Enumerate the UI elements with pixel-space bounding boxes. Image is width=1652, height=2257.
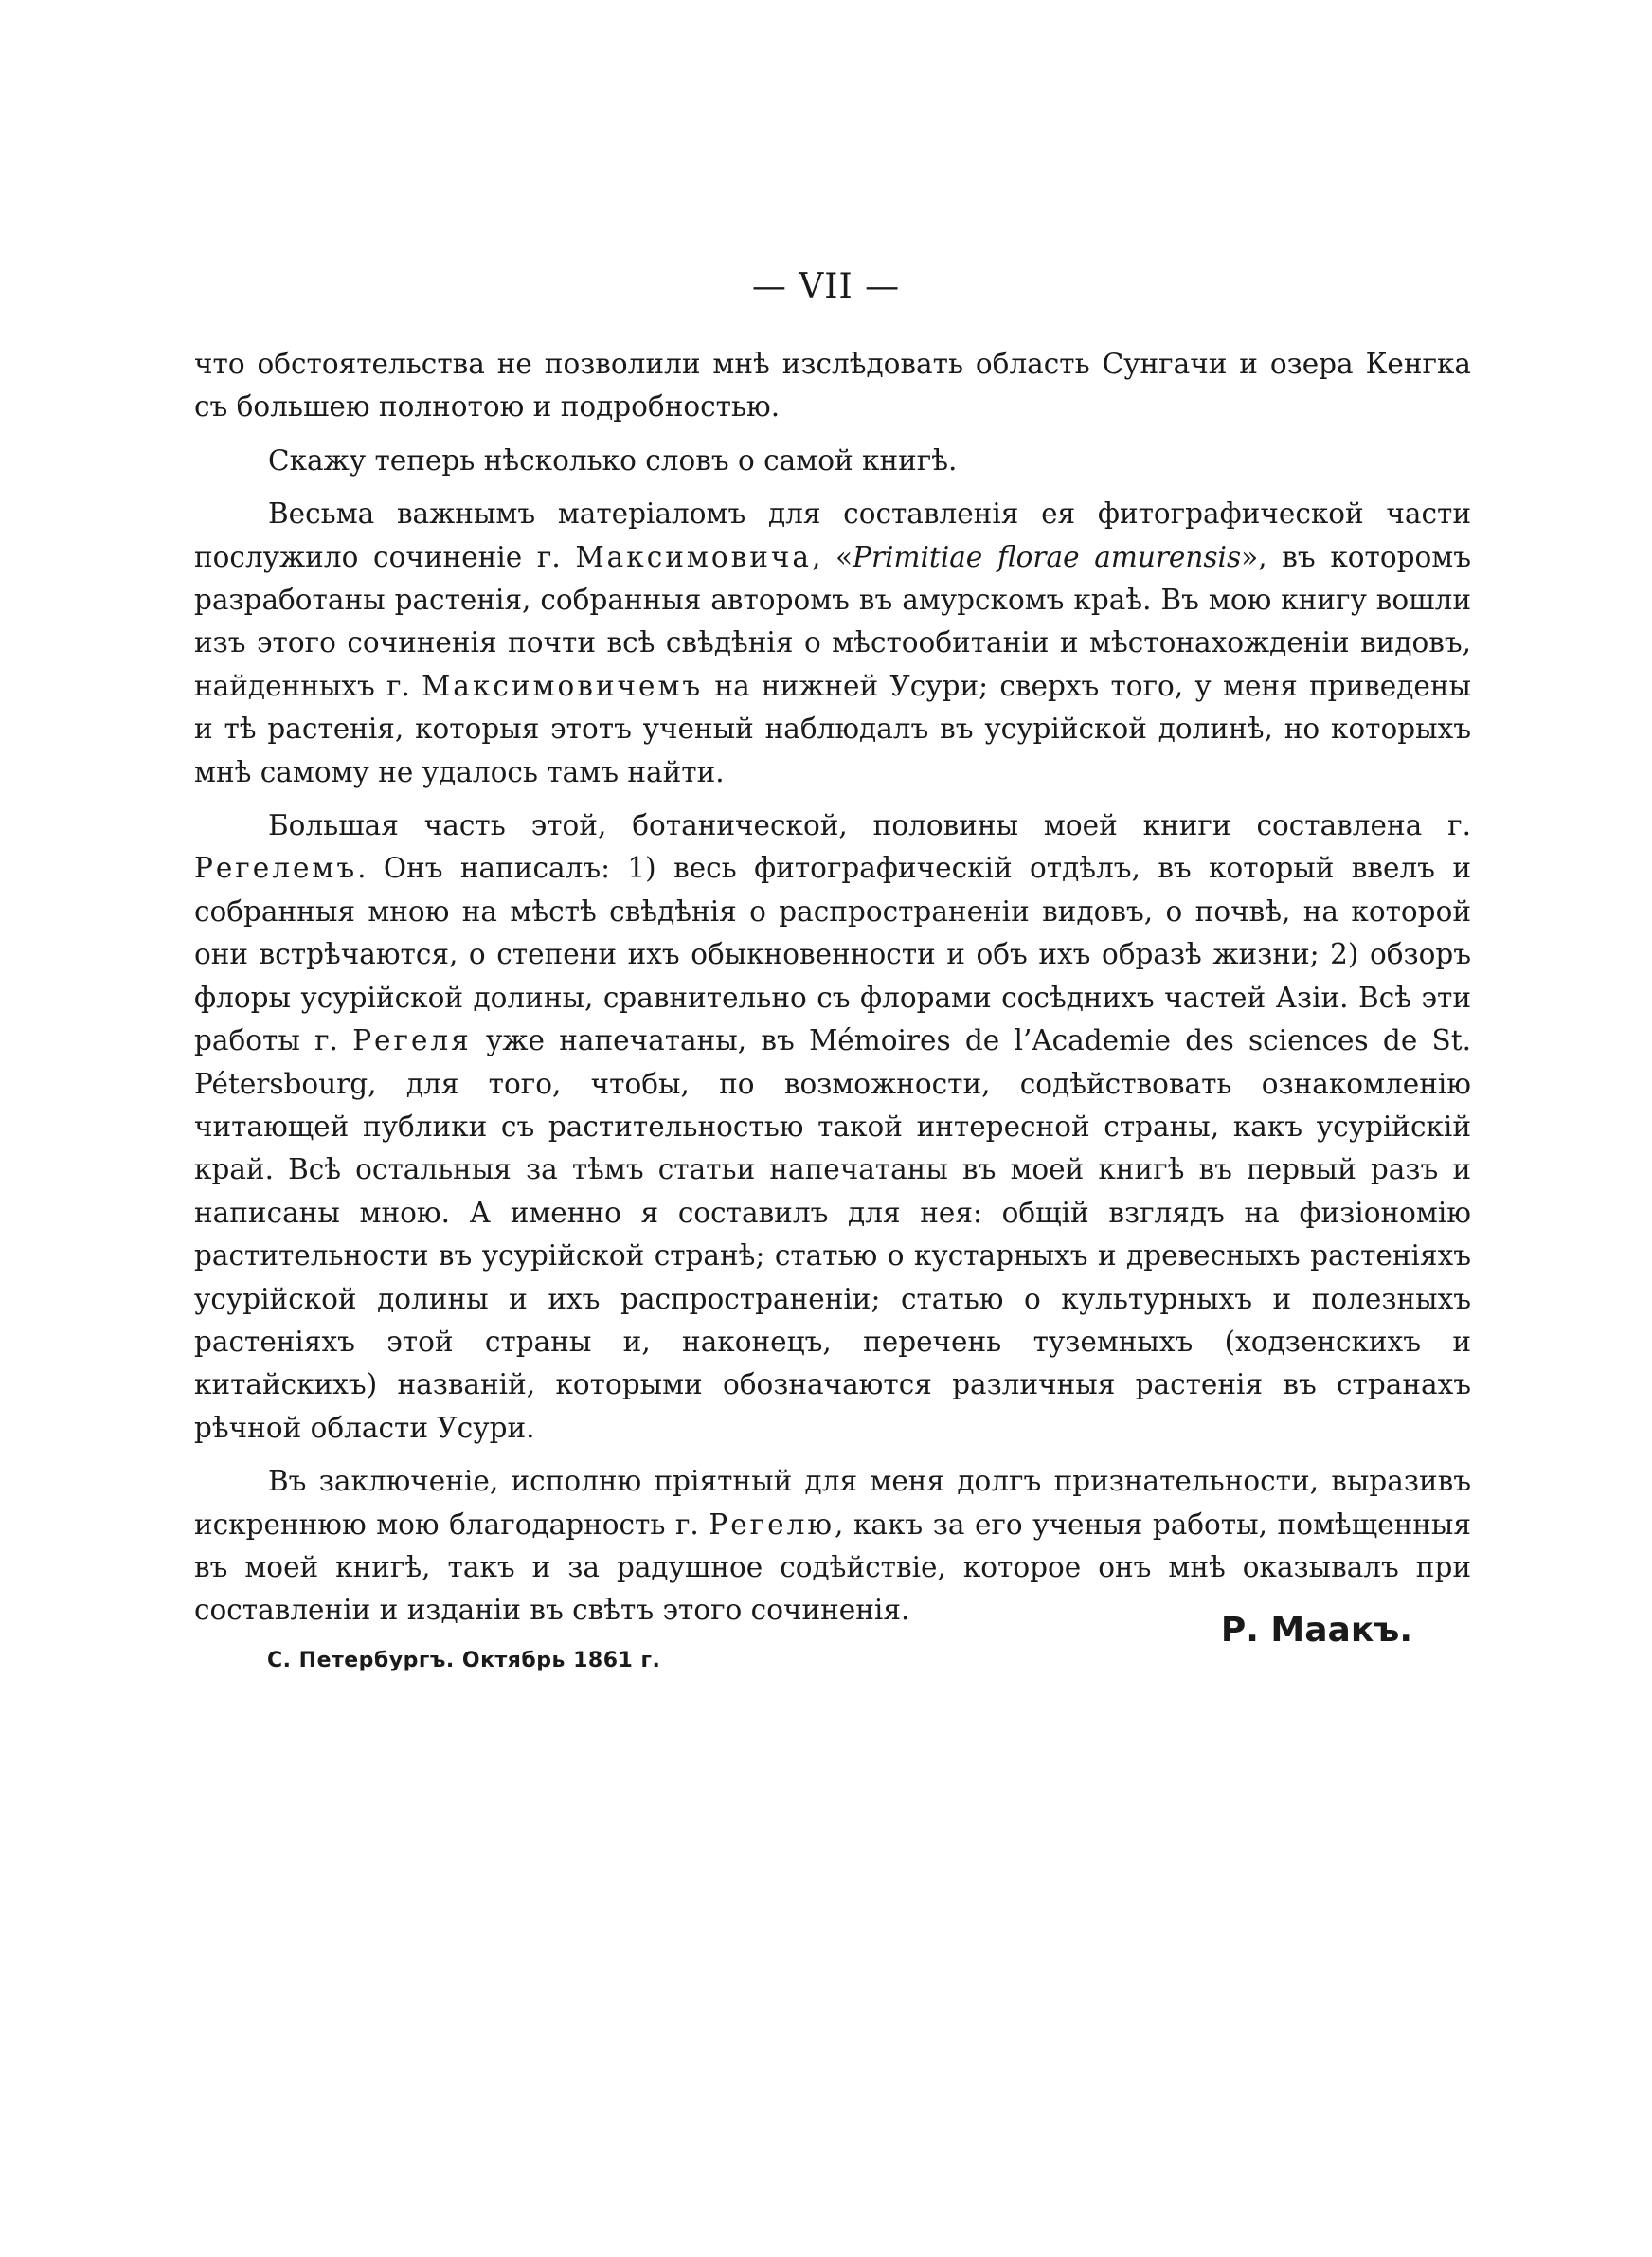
paragraph-5-text-a: Въ заключеніе, исполню пріятный для меня долгъ признательности, выразивъ искреннюю мою благодарность г. xyxy=(194,1465,1471,1541)
paragraph-3 xyxy=(194,493,1471,794)
paragraph-3-text-c: », въ которомъ разработаны растенія, собранныя авторомъ въ амурскомъ краѣ. Въ мою книгу вошли изъ этого сочиненія почти всѣ свѣдѣнія о мѣстообитаніи и мѣстонахожденіи видовъ, найденныхъ г. xyxy=(194,540,1471,702)
paragraph-4-text-c: уже напечатаны, въ Mémoires de l’Academie des sciences de St. Pétersbourg, для того, чтобы, по возможности, содѣйствовать ознакомленію читающей публики съ растительностью такой интересной страны, какъ усурійскій край. Всѣ остальныя за тѣмъ статьи напечатаны въ моей книгѣ въ первый разъ и написаны мною. А именно я составилъ для нея: общій взглядъ на физіономію растительности въ усурійской странѣ; статью о кустарныхъ и древесныхъ растеніяхъ усурійской долины и ихъ распространеніи; статью о культурныхъ и полезныхъ растеніяхъ этой страны и, наконецъ, перечень туземныхъ (ходзенскихъ и китайскихъ) названій, которыми обозначаются различныя растенія въ странахъ рѣчной области Усури. xyxy=(194,1024,1471,1444)
paragraph-2-text: Скажу теперь нѣсколько словъ о самой книгѣ. xyxy=(268,443,958,477)
paragraph-4 xyxy=(194,804,1471,1450)
author-name-regel-2: Регеля xyxy=(352,1024,472,1057)
paragraph-1 xyxy=(194,343,1471,429)
paragraph-4-text-a: Большая часть этой, ботанической, половины моей книги составлена г. xyxy=(268,809,1471,842)
author-signature: Р. Маакъ. xyxy=(1220,1611,1412,1650)
author-name-maximovich-2: Максимовичемъ xyxy=(422,669,704,702)
paragraph-5 xyxy=(194,1460,1471,1633)
latin-book-title: Primitiae florae amurensis xyxy=(853,540,1242,573)
paragraph-2 xyxy=(194,440,1471,482)
paragraph-1-text: что обстоятельства не позволили мнѣ изслѣдовать область Сунгачи и озера Кенгка съ большею полнотою и подробностью. xyxy=(194,348,1471,424)
author-name-regel-3: Регелю xyxy=(709,1508,835,1541)
paragraph-4-text-b: . Онъ написалъ: 1) весь фитографическій отдѣлъ, въ который ввелъ и собранныя мною на мѣстѣ свѣдѣнія о распространеніи видовъ, о почвѣ, на которой они встрѣчаются, о степени ихъ обыкновенности и объ ихъ образѣ жизни; 2) обзоръ флоры усурійской долины, сравнительно съ флорами сосѣднихъ частей Азіи. Всѣ эти работы г. xyxy=(194,852,1471,1057)
paragraph-3-text-a: Весьма важнымъ матеріаломъ для составленія ея фитографической части послужило сочиненіе г. xyxy=(194,497,1471,573)
author-name-regel: Регелемъ xyxy=(194,852,358,885)
author-name-maximovich: Максимовича xyxy=(575,540,812,573)
body-text xyxy=(194,343,1471,1633)
paragraph-5-text-b: , какъ за его ученыя работы, помѣщенныя въ моей книгѣ, такъ и за радушное содѣйствіе, которое онъ мнѣ оказывалъ при составленіи и изданіи въ свѣтъ этого сочиненія. xyxy=(194,1508,1471,1627)
page-number: — VII — xyxy=(751,267,901,306)
paragraph-3-text-b: , « xyxy=(811,540,853,573)
paragraph-3-text-d: на нижней Усури; сверхъ того, у меня приведены и тѣ растенія, которыя этотъ ученый наблюдалъ въ усурійской долинѣ, но которыхъ мнѣ самому не удалось тамъ найти. xyxy=(194,669,1471,788)
place-date-line: С. Петербургъ. Октябрь 1861 г. xyxy=(267,1649,661,1672)
